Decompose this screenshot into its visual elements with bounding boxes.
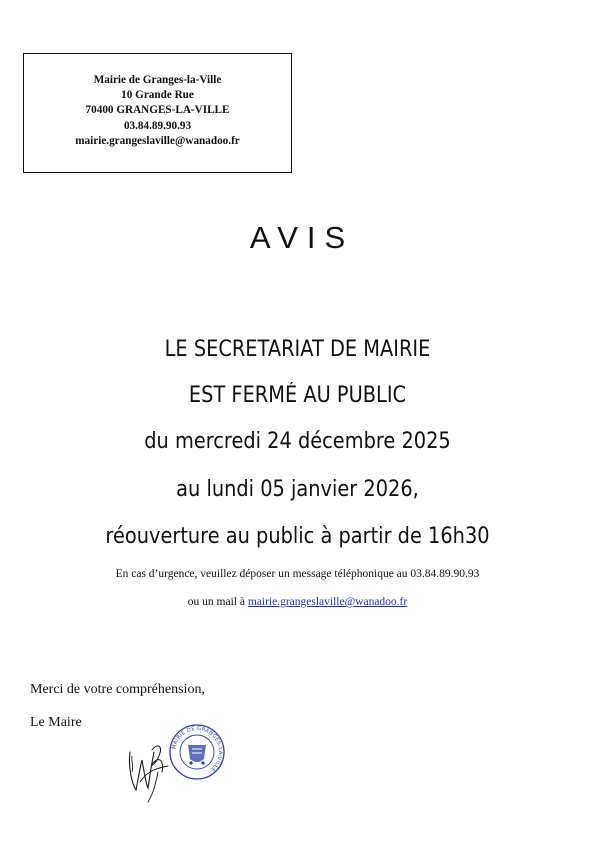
notice-title: AVIS <box>249 220 355 255</box>
letterhead-town-hall: Mairie de Granges-la-Ville <box>93 74 222 86</box>
notice-line-4: au lundi 05 janvier 2026, <box>176 477 419 502</box>
email-link[interactable]: mairie.grangeslaville@wanadoo.fr <box>247 596 408 608</box>
letterhead-box <box>23 53 292 173</box>
signatory-text: Le Maire <box>30 715 82 730</box>
letterhead-address <box>24 73 291 149</box>
thanks-text: Merci de votre compréhension, <box>30 682 205 697</box>
letterhead-phone: 03.84.89.90.93 <box>123 119 192 132</box>
letterhead-email: mairie.grangeslaville@wanadoo.fr <box>75 134 240 147</box>
town-hall-stamp-image <box>168 723 226 781</box>
letterhead-city: 70400 GRANGES-LA-VILLE <box>85 104 230 117</box>
mayor-signature-image <box>118 722 173 807</box>
notice-line-5: réouverture au public à partir de 16h30 <box>105 524 490 549</box>
notice-line-2: EST FERMÉ AU PUBLIC <box>188 383 407 408</box>
notice-line-1: LE SECRETARIAT DE MAIRIE <box>164 337 431 362</box>
svg-text:MAIRIE DE GRANGES-LA-VILLE: MAIRIE DE GRANGES-LA-VILLE <box>171 725 224 773</box>
emergency-mail-text <box>0 595 595 609</box>
notice-line-3: du mercredi 24 décembre 2025 <box>144 429 451 454</box>
emergency-phone-text: En cas d’urgence, veuillez déposer un message téléphonique au 03.84.89.90.93 <box>115 568 480 580</box>
emergency-mail-prefix: ou un mail à <box>187 596 248 608</box>
letterhead-street: 10 Grande Rue <box>121 89 194 102</box>
